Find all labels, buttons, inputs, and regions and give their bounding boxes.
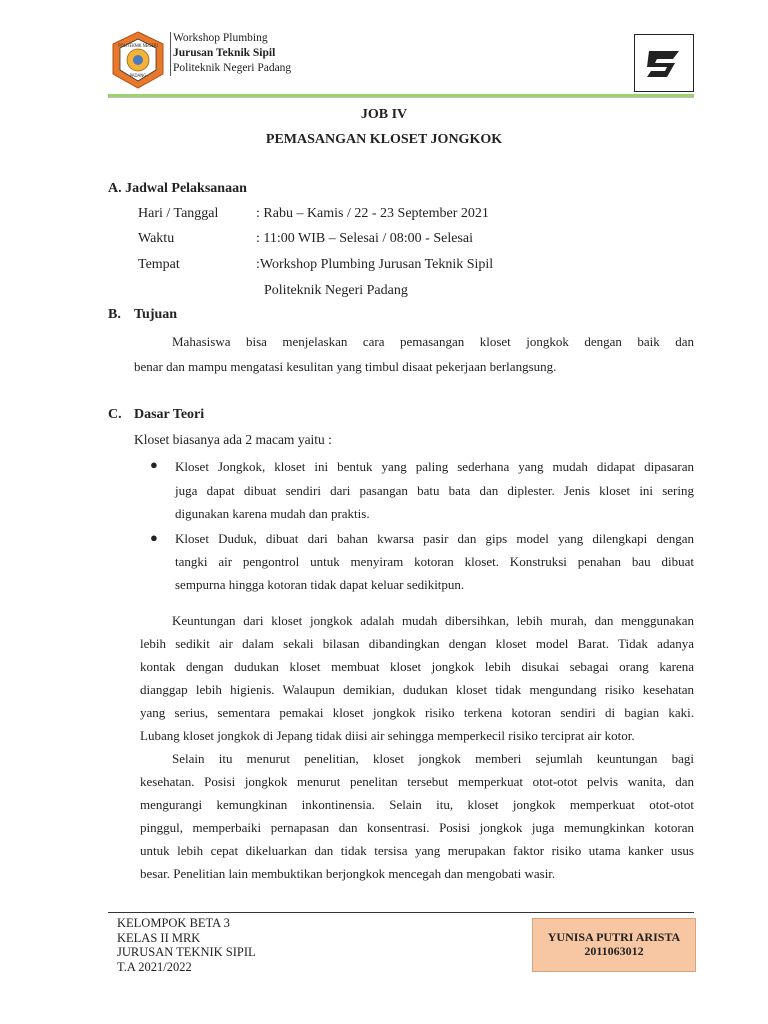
section-b-line-1: Mahasiswa bisa menjelaskan cara pemasangan kloset jongkok dengan baik dan bbox=[172, 334, 694, 349]
schedule-value-place: :Workshop Plumbing Jurusan Teknik Sipil bbox=[256, 257, 494, 272]
section-b-number: B. bbox=[108, 307, 121, 322]
s-logo bbox=[634, 34, 694, 92]
para1-line-1: Keuntungan dari kloset jongkok adalah mudah dibersihkan, lebih murah, dan menggunakan bbox=[172, 613, 694, 628]
section-c-number: C. bbox=[108, 407, 122, 422]
para1-line-3: kontak dengan dudukan kloset membuat kloset jongkok lebih disukai sebagai orang karena bbox=[140, 659, 694, 674]
schedule-place-continuation: Politeknik Negeri Padang bbox=[264, 283, 408, 298]
bullet-2-line-3: sempurna hingga kotoran tidak dapat keluar sedikitpun. bbox=[175, 577, 465, 592]
footer-group-info bbox=[117, 916, 256, 974]
institution-logo bbox=[108, 30, 168, 90]
bullet-2-line-2: tangki air pengontrol untuk menyiram kotoran kloset. Konstruksi penahan bau dibuat bbox=[175, 554, 694, 569]
student-name-box bbox=[532, 918, 696, 972]
bullet-1-line-2: juga dapat dibuat sendiri dari pasangan batu bata dan diplester. Jenis kloset ini sering bbox=[175, 483, 694, 498]
para2-line-6: besar. Penelitian lain membuktikan berjongkok mencegah dan mengobati wasir. bbox=[140, 866, 556, 881]
header-text bbox=[173, 31, 291, 76]
footer-group: KELOMPOK BETA 3 bbox=[117, 916, 230, 930]
footer-academic-year: T.A 2021/2022 bbox=[117, 959, 192, 974]
header-line-2: Jurusan Teknik Sipil bbox=[173, 47, 276, 59]
job-number: JOB IV bbox=[360, 107, 408, 122]
schedule-value-time: : 11:00 WIB – Selesai / 08:00 - Selesai bbox=[256, 231, 473, 246]
footer-department: JURUSAN TEKNIK SIPIL bbox=[117, 945, 256, 959]
para2-line-1: Selain itu menurut penelitian, kloset jongkok memberi sejumlah keuntungan bagi bbox=[172, 751, 694, 766]
schedule-label-time: Waktu bbox=[138, 231, 175, 246]
para1-line-2: lebih sedikit air dalam sekali bilasan dibandingkan dengan kloset model Barat. Tidak adanya bbox=[140, 636, 694, 651]
bullet-1-line-3: digunakan karena mudah dan praktis. bbox=[175, 506, 370, 521]
logo-text-top: POLITEKNIK NEGERI bbox=[118, 43, 158, 48]
section-c-intro: Kloset biasanya ada 2 macam yaitu : bbox=[134, 432, 332, 447]
para2-line-5: untuk lebih cepat dikeluarkan dan tidak tersisa yang merupakan faktor risiko utama kanker usus bbox=[140, 843, 694, 858]
student-nim: 2011063012 bbox=[584, 944, 644, 958]
section-b-line-2: benar dan mampu mengatasi kesulitan yang timbul disaat pekerjaan berlangsung. bbox=[134, 359, 557, 374]
section-b-heading: Tujuan bbox=[134, 307, 178, 322]
para2-line-3: mengurangi kemungkinan inkontinensia. Selain itu, kloset jongkok memperkuat otot-otot bbox=[140, 797, 694, 812]
student-name: YUNISA PUTRI ARISTA bbox=[547, 930, 681, 944]
header-line-3: Politeknik Negeri Padang bbox=[173, 62, 292, 74]
header-divider bbox=[170, 32, 171, 76]
section-c-heading: Dasar Teori bbox=[134, 407, 205, 422]
para1-line-6: Lubang kloset jongkok di Jepang tidak diisi air sehingga memperkecil risiko terciprat air kotor. bbox=[140, 728, 635, 743]
footer-class: KELAS II MRK bbox=[117, 930, 201, 945]
schedule-value-day: : Rabu – Kamis / 22 - 23 September 2021 bbox=[256, 206, 489, 221]
header-grey-rule bbox=[108, 97, 694, 98]
job-title: PEMASANGAN KLOSET JONGKOK bbox=[265, 132, 503, 147]
bullet-dot-2: ● bbox=[150, 530, 158, 545]
bullet-dot-1: ● bbox=[150, 457, 158, 472]
para1-line-5: yang serius, sementara pemakai kloset jongkok risiko terkena kotoran sendiri di bagian kaki. bbox=[140, 705, 694, 720]
section-a-heading: A. Jadwal Pelaksanaan bbox=[108, 181, 247, 196]
footer-rule bbox=[108, 912, 694, 913]
bullet-1-line-1: Kloset Jongkok, kloset ini bentuk yang paling sederhana yang mudah didapat dipasaran bbox=[175, 459, 694, 474]
logo-text-bottom: PADANG bbox=[129, 73, 147, 78]
header-line-1: Workshop Plumbing bbox=[173, 32, 268, 44]
para2-line-2: kesehatan. Posisi jongkok menurut penelitan tersebut memperkuat otot-otot pelvis wanita, dan bbox=[140, 774, 694, 789]
schedule-label-place: Tempat bbox=[138, 257, 180, 272]
para1-line-4: dianggap lebih higienis. Walaupun demikian, dudukan kloset tidak mengundang risiko kesehatan bbox=[140, 682, 694, 697]
schedule-label-day: Hari / Tanggal bbox=[138, 206, 219, 221]
bullet-2-line-1: Kloset Duduk, dibuat dari bahan kwarsa pasir dan gips model yang dilengkapi dengan bbox=[175, 531, 694, 546]
para2-line-4: pinggul, memperbaiki pernapasan dan konsentrasi. Posisi jongkok juga memungkinkan kotoran bbox=[140, 820, 694, 835]
